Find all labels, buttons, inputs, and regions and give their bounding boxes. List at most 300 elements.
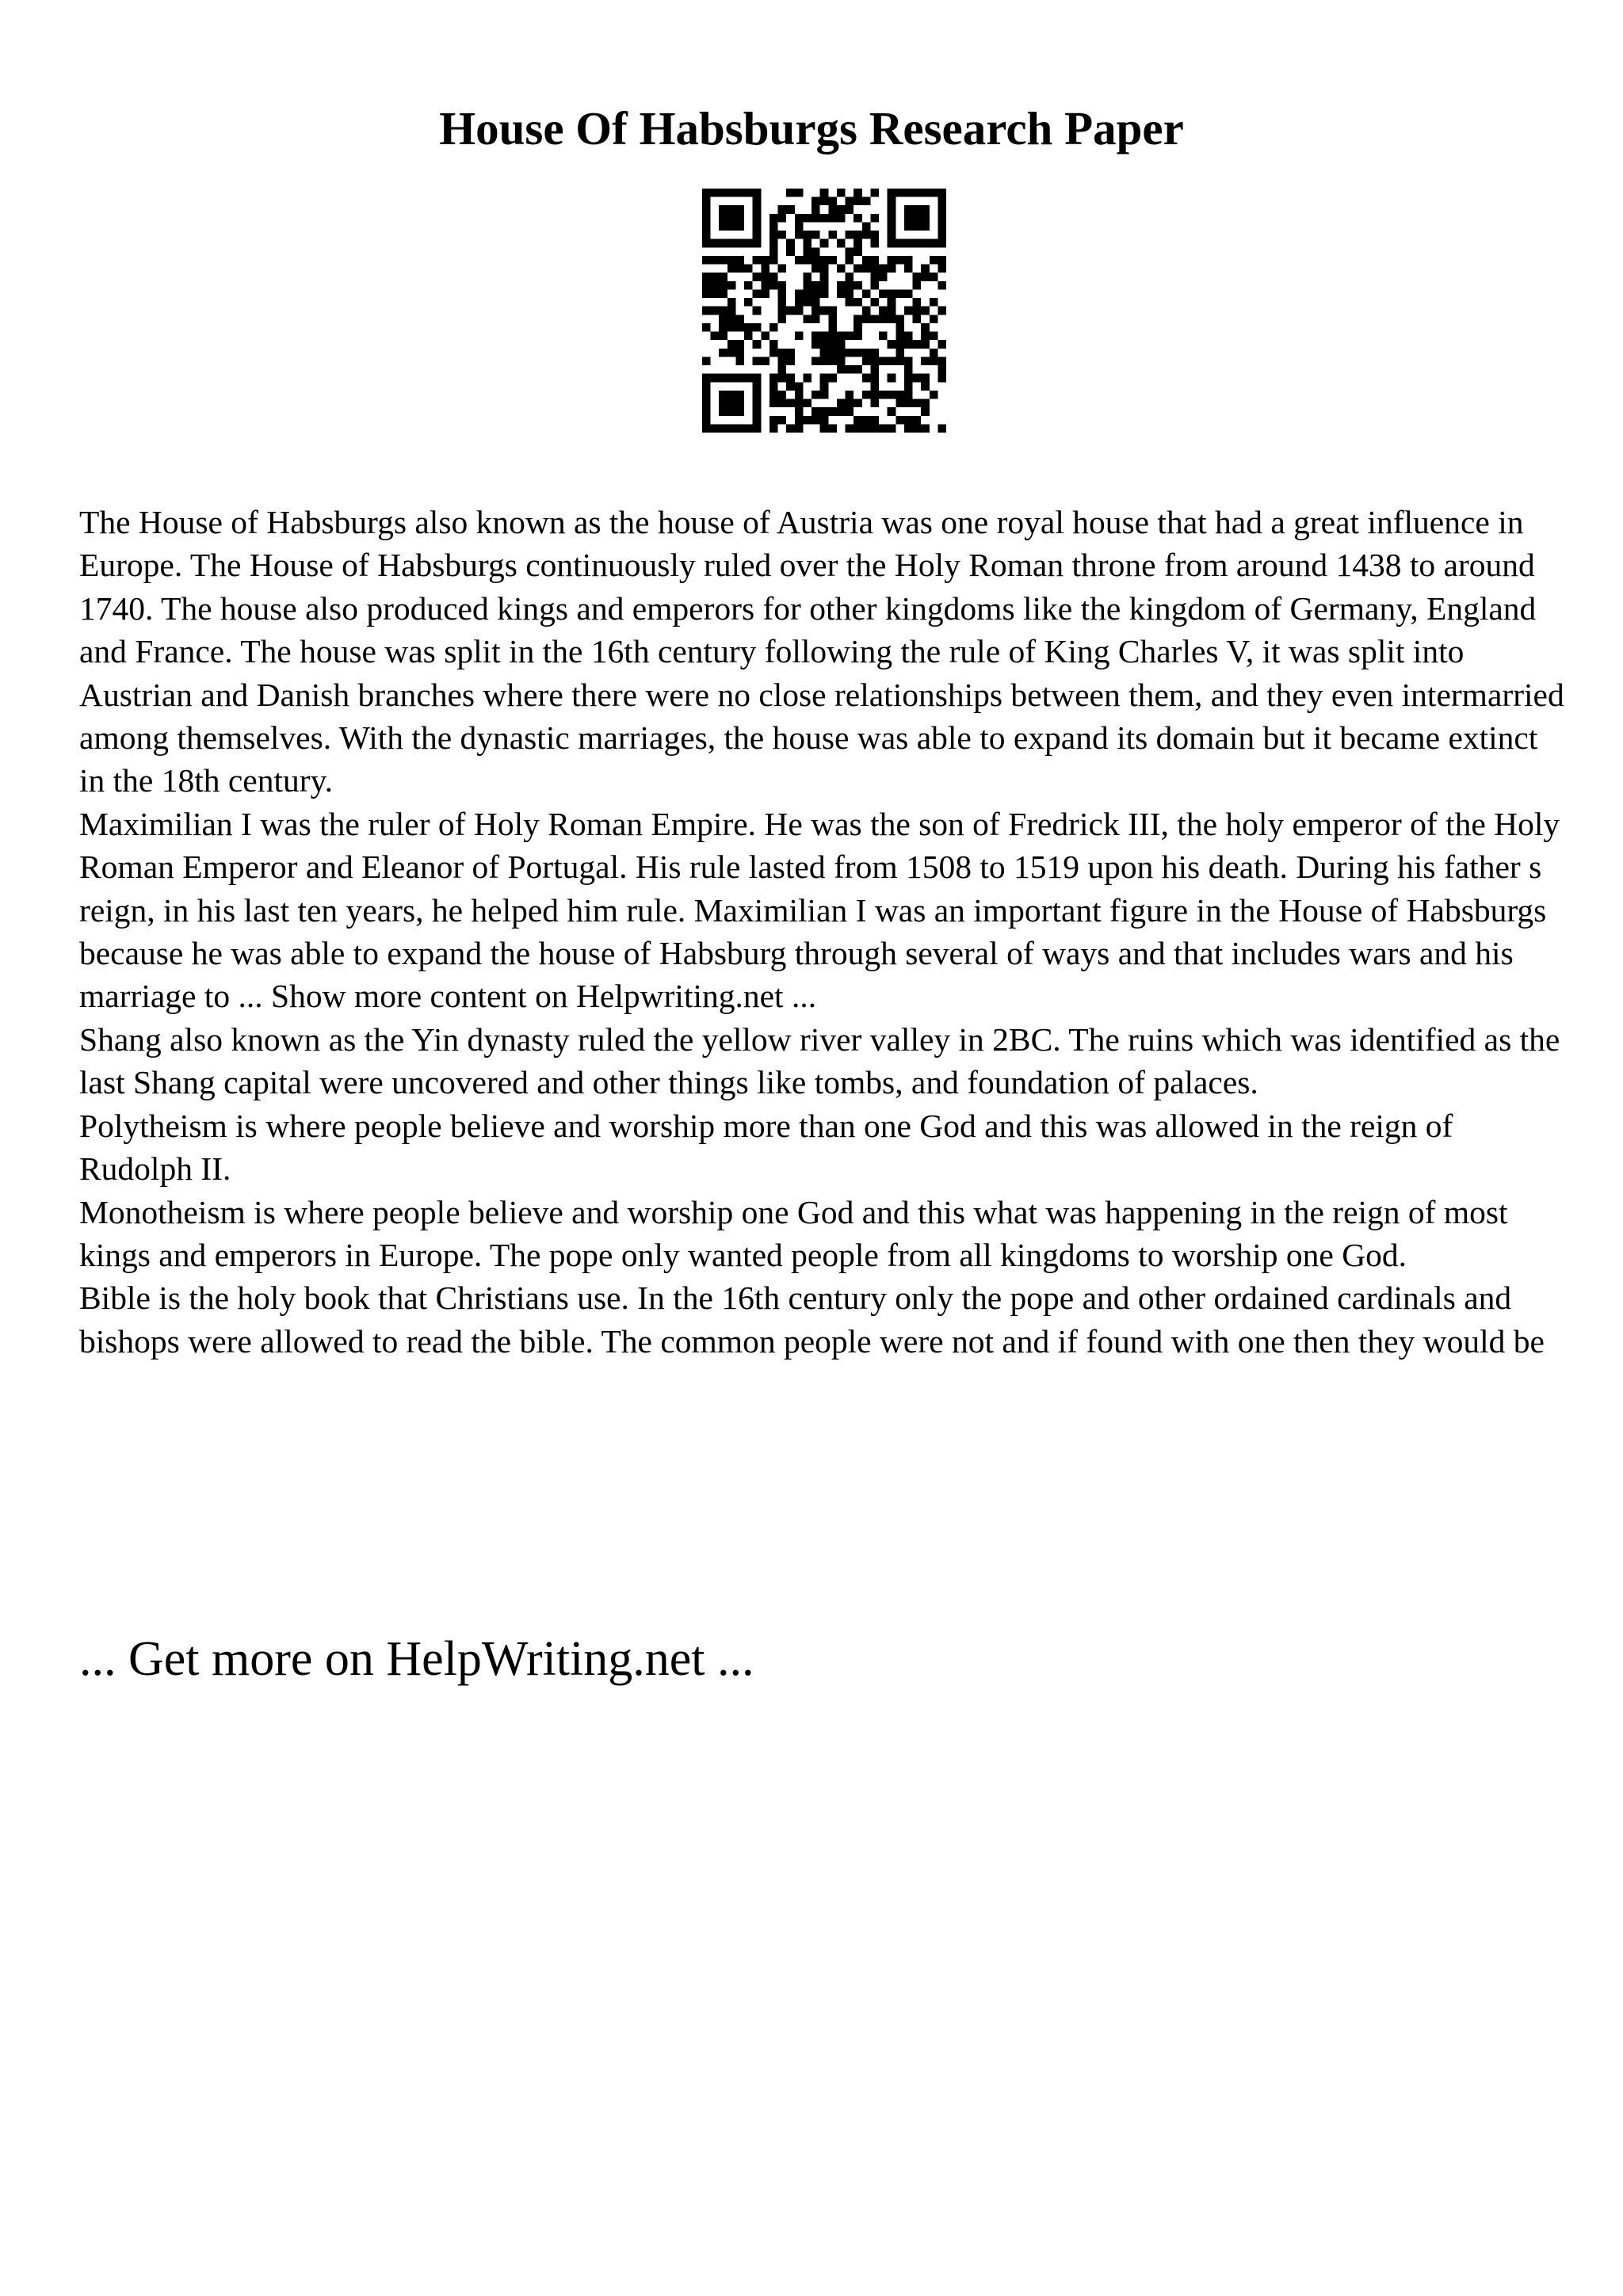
qr-module bbox=[904, 391, 913, 399]
qr-module bbox=[837, 189, 846, 197]
paragraph-shang: Shang also known as the Yin dynasty ruled the yellow river valley in 2BC. The ruins which was identified as the last Shang capital were uncovered and other things like tombs, and foundation of palaces. bbox=[79, 1020, 1560, 1101]
qr-module bbox=[896, 256, 904, 265]
qr-module bbox=[879, 315, 888, 323]
qr-module bbox=[888, 424, 896, 433]
qr-module bbox=[820, 239, 829, 248]
qr-module bbox=[888, 189, 896, 197]
qr-module bbox=[904, 374, 913, 383]
qr-module bbox=[888, 357, 896, 365]
qr-module bbox=[888, 197, 896, 206]
qr-module bbox=[820, 349, 829, 357]
qr-module bbox=[904, 289, 913, 298]
qr-module bbox=[769, 247, 778, 256]
qr-module bbox=[753, 222, 762, 231]
qr-module bbox=[904, 239, 913, 248]
qr-module bbox=[711, 273, 720, 281]
qr-module bbox=[735, 189, 744, 197]
qr-module bbox=[896, 357, 904, 365]
qr-module bbox=[769, 273, 778, 281]
qr-module bbox=[846, 231, 854, 239]
paragraph-bible: Bible is the holy book that Christians use. In the 16th century only the pope and other ordained cardinals and bishops were allowed to read the bible. The common people were not and if found with one then they would be bbox=[79, 1280, 1545, 1360]
qr-module bbox=[913, 205, 922, 214]
qr-module bbox=[904, 424, 913, 433]
qr-module bbox=[753, 256, 762, 265]
qr-module bbox=[727, 424, 736, 433]
qr-module bbox=[837, 357, 846, 365]
qr-module bbox=[702, 256, 711, 265]
qr-module bbox=[753, 374, 762, 383]
qr-module bbox=[711, 307, 720, 315]
qr-module bbox=[870, 349, 879, 357]
qr-module bbox=[812, 231, 820, 239]
qr-module bbox=[769, 323, 778, 332]
qr-module bbox=[904, 205, 913, 214]
qr-module bbox=[854, 424, 862, 433]
qr-module bbox=[879, 424, 888, 433]
qr-module bbox=[828, 424, 837, 433]
qr-module bbox=[938, 265, 946, 273]
qr-module bbox=[837, 281, 846, 290]
qr-module bbox=[795, 391, 804, 399]
qr-module bbox=[744, 424, 753, 433]
qr-module bbox=[769, 349, 778, 357]
qr-module bbox=[719, 323, 727, 332]
qr-module bbox=[778, 416, 787, 425]
qr-module bbox=[938, 256, 946, 265]
qr-module bbox=[828, 197, 837, 206]
qr-module bbox=[778, 298, 787, 307]
qr-module bbox=[870, 298, 879, 307]
qr-module bbox=[888, 222, 896, 231]
qr-module bbox=[753, 407, 762, 416]
qr-module bbox=[879, 289, 888, 298]
qr-module bbox=[778, 265, 787, 273]
qr-module bbox=[938, 189, 946, 197]
qr-module bbox=[727, 298, 736, 307]
qr-module bbox=[778, 289, 787, 298]
qr-module bbox=[930, 189, 938, 197]
qr-module bbox=[846, 391, 854, 399]
qr-module bbox=[888, 231, 896, 239]
qr-module bbox=[888, 256, 896, 265]
qr-module bbox=[719, 391, 727, 399]
qr-module bbox=[812, 214, 820, 223]
qr-module bbox=[702, 357, 711, 365]
qr-module bbox=[812, 298, 820, 307]
qr-module bbox=[904, 416, 913, 425]
qr-module bbox=[727, 205, 736, 214]
qr-module bbox=[828, 349, 837, 357]
qr-module bbox=[846, 281, 854, 290]
qr-module bbox=[820, 391, 829, 399]
qr-module bbox=[753, 289, 762, 298]
qr-module bbox=[854, 189, 862, 197]
qr-module bbox=[803, 416, 812, 425]
qr-module bbox=[870, 265, 879, 273]
qr-module bbox=[896, 416, 904, 425]
qr-module bbox=[921, 332, 930, 341]
qr-module bbox=[913, 416, 922, 425]
qr-module bbox=[904, 307, 913, 315]
qr-module bbox=[879, 332, 888, 341]
qr-module bbox=[795, 289, 804, 298]
qr-module bbox=[744, 374, 753, 383]
qr-module bbox=[870, 315, 879, 323]
qr-module bbox=[769, 281, 778, 290]
qr-module bbox=[870, 391, 879, 399]
qr-module bbox=[727, 340, 736, 349]
qr-module bbox=[854, 247, 862, 256]
qr-module bbox=[870, 239, 879, 248]
qr-module bbox=[795, 231, 804, 239]
qr-module bbox=[913, 281, 922, 290]
qr-module bbox=[753, 382, 762, 391]
qr-module bbox=[735, 391, 744, 399]
qr-module bbox=[744, 265, 753, 273]
qr-module bbox=[812, 391, 820, 399]
qr-module bbox=[870, 231, 879, 239]
qr-module bbox=[711, 239, 720, 248]
qr-module bbox=[778, 365, 787, 374]
qr-module bbox=[854, 399, 862, 408]
qr-module bbox=[846, 256, 854, 265]
qr-module bbox=[727, 256, 736, 265]
paragraph-maximilian: Maximilian I was the ruler of Holy Roman Empire. He was the son of Fredrick III, the holy emperor of the Holy Roman Emperor and Eleanor of Portugal. His rule lasted from 1508 to 1519 upon his death. During his father s reign, in his last ten years, he helped him rule. Maximilian I was an important figure in the House of Habsburgs because he was able to expand the house of Habsburg through several of ways and that includes wars and his marriage to ... Show more content on Helpwriting.net ... bbox=[79, 805, 1560, 1015]
qr-module bbox=[719, 332, 727, 341]
qr-module bbox=[735, 349, 744, 357]
qr-module bbox=[854, 231, 862, 239]
qr-module bbox=[846, 407, 854, 416]
qr-module bbox=[735, 239, 744, 248]
qr-module bbox=[854, 214, 862, 223]
qr-module bbox=[913, 273, 922, 281]
qr-module bbox=[904, 399, 913, 408]
qr-module bbox=[727, 399, 736, 408]
qr-module bbox=[828, 332, 837, 341]
qr-module bbox=[820, 214, 829, 223]
qr-module bbox=[846, 332, 854, 341]
qr-module bbox=[938, 205, 946, 214]
qr-module bbox=[837, 205, 846, 214]
qr-module bbox=[820, 374, 829, 383]
qr-module bbox=[702, 307, 711, 315]
qr-module bbox=[870, 382, 879, 391]
qr-module bbox=[795, 256, 804, 265]
qr-module bbox=[938, 197, 946, 206]
qr-module bbox=[769, 374, 778, 383]
qr-module bbox=[803, 399, 812, 408]
qr-module bbox=[769, 214, 778, 223]
qr-module bbox=[888, 205, 896, 214]
qr-code[interactable] bbox=[702, 189, 946, 433]
qr-module bbox=[761, 357, 769, 365]
qr-module bbox=[727, 222, 736, 231]
paragraph-habsburg-overview: The House of Habsburgs also known as the house of Austria was one royal house that had a great influence in Europe. The House of Habsburgs continuously ruled over the Holy Roman throne from around 1438 to around 1740. The house also produced kings and emperors for other kingdoms like the kingdom of Germany, England and France. The house was split in the 16th century following the rule of King Charles V, it was split into Austrian and Danish branches where there were no close relationships between them, and they even intermarried among themselves. With the dynastic marriages, the house was able to expand its domain but it became extinct in the 18th century. bbox=[79, 504, 1564, 799]
qr-module bbox=[702, 281, 711, 290]
qr-module bbox=[744, 239, 753, 248]
qr-module bbox=[753, 197, 762, 206]
qr-module bbox=[727, 374, 736, 383]
qr-module bbox=[828, 256, 837, 265]
qr-module bbox=[913, 239, 922, 248]
qr-module bbox=[702, 239, 711, 248]
paragraph-polytheism: Polytheism is where people believe and worship more than one God and this was allowed in the reign of Rudolph II. bbox=[79, 1107, 1453, 1188]
qr-module bbox=[854, 349, 862, 357]
qr-module bbox=[727, 349, 736, 357]
qr-module bbox=[921, 214, 930, 223]
qr-module bbox=[753, 273, 762, 281]
qr-module bbox=[820, 332, 829, 341]
qr-module bbox=[938, 307, 946, 315]
qr-module bbox=[862, 357, 871, 365]
qr-module bbox=[735, 340, 744, 349]
qr-module bbox=[862, 222, 871, 231]
qr-module bbox=[828, 323, 837, 332]
qr-module bbox=[930, 256, 938, 265]
qr-module bbox=[896, 340, 904, 349]
qr-module bbox=[727, 239, 736, 248]
qr-module bbox=[702, 323, 711, 332]
qr-module bbox=[812, 332, 820, 341]
qr-module bbox=[913, 189, 922, 197]
qr-module bbox=[930, 239, 938, 248]
qr-module bbox=[803, 281, 812, 290]
qr-module bbox=[921, 340, 930, 349]
qr-module bbox=[719, 424, 727, 433]
qr-module bbox=[904, 340, 913, 349]
get-more-link[interactable]: ... Get more on HelpWriting.net ... bbox=[79, 1632, 754, 1686]
qr-module bbox=[795, 189, 804, 197]
qr-module bbox=[786, 189, 795, 197]
qr-module bbox=[938, 231, 946, 239]
qr-module bbox=[812, 256, 820, 265]
qr-module bbox=[820, 265, 829, 273]
qr-module bbox=[828, 407, 837, 416]
qr-module bbox=[711, 189, 720, 197]
qr-module bbox=[921, 357, 930, 365]
qr-module bbox=[921, 399, 930, 408]
qr-module bbox=[719, 205, 727, 214]
qr-module bbox=[888, 391, 896, 399]
qr-module bbox=[702, 382, 711, 391]
qr-module bbox=[753, 424, 762, 433]
qr-module bbox=[846, 349, 854, 357]
qr-module bbox=[711, 424, 720, 433]
qr-module bbox=[812, 357, 820, 365]
qr-module bbox=[820, 382, 829, 391]
qr-module bbox=[711, 281, 720, 290]
qr-module bbox=[870, 357, 879, 365]
qr-module bbox=[862, 374, 871, 383]
qr-module bbox=[921, 265, 930, 273]
qr-module bbox=[753, 357, 762, 365]
qr-module bbox=[786, 349, 795, 357]
qr-module bbox=[711, 256, 720, 265]
qr-module bbox=[711, 374, 720, 383]
qr-module bbox=[795, 407, 804, 416]
qr-module bbox=[888, 315, 896, 323]
qr-module bbox=[930, 273, 938, 281]
qr-module bbox=[921, 273, 930, 281]
qr-module bbox=[888, 374, 896, 383]
qr-module bbox=[930, 349, 938, 357]
qr-module bbox=[719, 407, 727, 416]
qr-module bbox=[778, 205, 787, 214]
qr-module bbox=[795, 382, 804, 391]
qr-module bbox=[870, 416, 879, 425]
qr-module bbox=[879, 273, 888, 281]
qr-module bbox=[727, 307, 736, 315]
qr-module bbox=[812, 307, 820, 315]
qr-module bbox=[870, 424, 879, 433]
qr-module bbox=[913, 222, 922, 231]
qr-module bbox=[862, 231, 871, 239]
qr-module bbox=[854, 315, 862, 323]
qr-module bbox=[786, 382, 795, 391]
qr-module bbox=[837, 289, 846, 298]
qr-module bbox=[753, 391, 762, 399]
qr-module bbox=[727, 281, 736, 290]
qr-module bbox=[702, 391, 711, 399]
qr-module bbox=[879, 357, 888, 365]
qr-module bbox=[803, 289, 812, 298]
qr-module bbox=[846, 247, 854, 256]
qr-module bbox=[719, 222, 727, 231]
qr-module bbox=[812, 407, 820, 416]
qr-module bbox=[803, 231, 812, 239]
qr-module bbox=[888, 298, 896, 307]
qr-module bbox=[904, 382, 913, 391]
qr-module bbox=[862, 256, 871, 265]
qr-module bbox=[812, 416, 820, 425]
qr-module bbox=[896, 315, 904, 323]
qr-module bbox=[702, 205, 711, 214]
qr-module bbox=[761, 256, 769, 265]
qr-module bbox=[846, 205, 854, 214]
qr-module bbox=[702, 399, 711, 408]
qr-module bbox=[769, 424, 778, 433]
qr-module bbox=[719, 214, 727, 223]
qr-module bbox=[719, 349, 727, 357]
qr-module bbox=[778, 281, 787, 290]
qr-module bbox=[820, 307, 829, 315]
qr-module bbox=[888, 265, 896, 273]
qr-module bbox=[913, 298, 922, 307]
qr-module bbox=[761, 281, 769, 290]
qr-module bbox=[702, 197, 711, 206]
qr-module bbox=[727, 265, 736, 273]
qr-module bbox=[786, 424, 795, 433]
qr-module bbox=[702, 289, 711, 298]
qr-module bbox=[795, 416, 804, 425]
qr-module bbox=[913, 399, 922, 408]
qr-module bbox=[761, 332, 769, 341]
qr-module bbox=[930, 315, 938, 323]
qr-module bbox=[778, 391, 787, 399]
qr-module bbox=[913, 424, 922, 433]
qr-module bbox=[778, 315, 787, 323]
qr-module bbox=[930, 332, 938, 341]
qr-module bbox=[769, 340, 778, 349]
paragraph-monotheism: Monotheism is where people believe and worship one God and this what was happening in the reign of most kings and emperors in Europe. The pope only wanted people from all kingdoms to worship one God. bbox=[79, 1193, 1508, 1273]
qr-module bbox=[786, 374, 795, 383]
qr-module bbox=[854, 265, 862, 273]
qr-module bbox=[837, 265, 846, 273]
qr-module bbox=[719, 256, 727, 265]
qr-module bbox=[719, 281, 727, 290]
qr-module bbox=[702, 374, 711, 383]
qr-module bbox=[896, 239, 904, 248]
qr-module bbox=[727, 189, 736, 197]
qr-module bbox=[896, 349, 904, 357]
qr-module bbox=[870, 214, 879, 223]
qr-module bbox=[837, 365, 846, 374]
qr-module bbox=[769, 391, 778, 399]
qr-module bbox=[828, 231, 837, 239]
qr-module bbox=[744, 189, 753, 197]
qr-module bbox=[795, 214, 804, 223]
qr-module bbox=[888, 289, 896, 298]
qr-code-icon bbox=[702, 189, 946, 433]
qr-module bbox=[803, 256, 812, 265]
qr-module bbox=[904, 189, 913, 197]
qr-module bbox=[921, 374, 930, 383]
qr-module bbox=[735, 315, 744, 323]
qr-module bbox=[744, 323, 753, 332]
qr-module bbox=[778, 231, 787, 239]
qr-module bbox=[904, 357, 913, 365]
qr-module bbox=[778, 374, 787, 383]
qr-module bbox=[938, 214, 946, 223]
qr-module bbox=[820, 357, 829, 365]
qr-module bbox=[820, 256, 829, 265]
qr-module bbox=[786, 357, 795, 365]
qr-module bbox=[812, 197, 820, 206]
qr-module bbox=[735, 407, 744, 416]
qr-module bbox=[719, 399, 727, 408]
qr-module bbox=[879, 391, 888, 399]
qr-module bbox=[727, 391, 736, 399]
qr-module bbox=[769, 239, 778, 248]
qr-module bbox=[846, 399, 854, 408]
qr-module bbox=[812, 281, 820, 290]
qr-module bbox=[870, 256, 879, 265]
qr-module bbox=[921, 222, 930, 231]
qr-module bbox=[769, 231, 778, 239]
qr-module bbox=[837, 332, 846, 341]
qr-module bbox=[719, 189, 727, 197]
qr-module bbox=[744, 298, 753, 307]
qr-module bbox=[938, 340, 946, 349]
qr-module bbox=[795, 424, 804, 433]
qr-module bbox=[753, 340, 762, 349]
qr-module bbox=[727, 323, 736, 332]
qr-module bbox=[820, 273, 829, 281]
qr-module bbox=[753, 189, 762, 197]
qr-module bbox=[913, 307, 922, 315]
qr-module bbox=[930, 357, 938, 365]
qr-module bbox=[820, 340, 829, 349]
qr-module bbox=[702, 189, 711, 197]
qr-module bbox=[803, 273, 812, 281]
qr-module bbox=[870, 374, 879, 383]
qr-module bbox=[702, 273, 711, 281]
qr-module bbox=[837, 349, 846, 357]
qr-module bbox=[769, 399, 778, 408]
qr-module bbox=[938, 281, 946, 290]
qr-module bbox=[820, 197, 829, 206]
qr-module bbox=[812, 265, 820, 273]
